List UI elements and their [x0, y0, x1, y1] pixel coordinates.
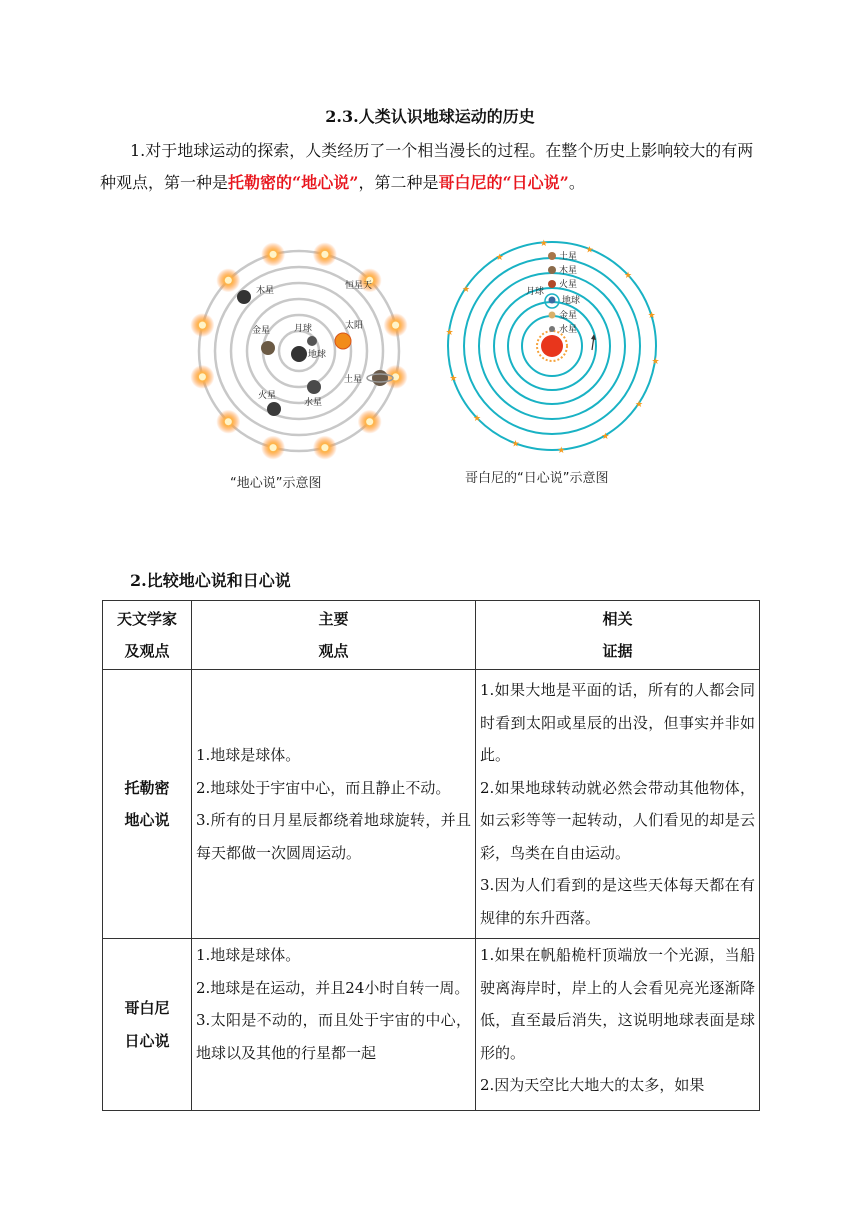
- table-row: [103, 670, 760, 939]
- row-evidence-copernicus: 1.如果在帆船桅杆顶端放一个光源，当船驶离海岸时，岸上的人会看见亮光逐渐降低，直至最后消失，这说明地球表面是球形的。 2.因为天空比大地大的太多，如果: [476, 939, 760, 1111]
- helio-label-mars: 火星: [559, 280, 578, 290]
- geo-label-jupiter: 木星: [256, 286, 275, 296]
- intro-text-1: 1.对于地球运动的探索，人类经历了一个相当漫长的过程。在整个历史上影响较大的有两种观点，第一种是: [100, 141, 754, 192]
- fixed-star-core: [321, 251, 328, 258]
- star-icon: ★: [511, 439, 520, 450]
- fixed-star-core: [199, 373, 206, 380]
- star-icon: ★: [647, 310, 656, 321]
- heliocentric-caption: 哥白尼的“日心说”示意图: [465, 471, 609, 486]
- helio-label-moon: 月球: [526, 287, 545, 297]
- star-icon: ★: [557, 446, 566, 457]
- row-views-copernicus: 1.地球是球体。 2.地球是在运动，并且24小时自转一周。 3.太阳是不动的，而且处于宇宙的中心，地球以及其他的行星都一起: [192, 939, 476, 1111]
- geo-label-moon: 月球: [294, 324, 313, 334]
- fixed-star-core: [392, 322, 399, 329]
- page-title: 2.3.人类认识地球运动的历史: [325, 107, 535, 126]
- fixed-star-core: [225, 418, 232, 425]
- intro-paragraph: [100, 135, 760, 199]
- geo-label-saturn: 土星: [344, 375, 363, 385]
- table-row: [103, 939, 760, 1111]
- section-2-title: 2.比较地心说和日心说: [130, 571, 291, 590]
- geo-label-mars: 火星: [258, 391, 277, 401]
- geo-label-earth: 地球: [308, 350, 327, 360]
- geo-label-stars: 恒星天: [345, 281, 373, 291]
- row-views-ptolemy: 1.地球是球体。 2.地球处于宇宙中心，而且静止不动。 3.所有的日月星辰都绕着地球旋转，并且每天都做一次圆周运动。: [192, 670, 476, 939]
- star-icon: ★: [651, 357, 660, 367]
- star-icon: ★: [585, 245, 594, 256]
- geocentric-caption: “地心说”示意图: [230, 476, 322, 491]
- helio-label-earth: 地球: [562, 296, 581, 306]
- fixed-star-core: [270, 251, 277, 258]
- row-name-ptolemy: 托勒密 地心说: [103, 670, 192, 939]
- fixed-star-core: [321, 444, 328, 451]
- heliocentric-diagram: [444, 238, 670, 460]
- table-header-row: [103, 601, 760, 670]
- star-icon: ★: [462, 284, 471, 295]
- star-icon: ★: [445, 328, 454, 338]
- star-icon: ★: [539, 238, 548, 249]
- geocentric-diagram: [182, 238, 418, 464]
- intro-text-2: ，第二种是: [358, 173, 439, 192]
- geo-label-mercury: 水星: [304, 398, 323, 408]
- geo-label-venus: 金星: [252, 326, 271, 336]
- helio-label-saturn: 土星: [559, 252, 578, 262]
- intro-text-3: 。: [568, 173, 585, 192]
- star-icon: ★: [473, 414, 482, 424]
- geo-label-sun: 太阳: [345, 321, 364, 331]
- helio-label-venus: 金星: [559, 311, 578, 321]
- fixed-star-core: [270, 444, 277, 451]
- fixed-star-core: [199, 322, 206, 329]
- fixed-star-core: [225, 277, 232, 284]
- star-icon: ★: [635, 400, 644, 411]
- fixed-star-core: [366, 418, 373, 425]
- star-icon: ★: [624, 271, 633, 281]
- copernicus-heliocentric-highlight: 哥白尼的“日心说”: [438, 173, 569, 192]
- helio-label-jupiter: 木星: [559, 266, 578, 276]
- star-icon: ★: [449, 374, 458, 385]
- row-evidence-ptolemy: 1.如果大地是平面的话，所有的人都会同时看到太阳或星辰的出没，但事实并非如此。 2.如果地球转动就必然会带动其他物体，如云彩等等一起转动，人们看见的却是云彩，鸟类在自由运动。 3.因为人们看到的是这些天体每天都在有规律的东升西落。: [476, 670, 760, 939]
- row-name-copernicus: 哥白尼 日心说: [103, 939, 192, 1111]
- header-astronomer: 天文学家 及观点: [103, 601, 192, 670]
- header-main-views: 主要 观点: [192, 601, 476, 670]
- helio-label-mercury: 水星: [559, 325, 578, 335]
- star-icon: ★: [601, 432, 610, 442]
- header-evidence: 相关 证据: [476, 601, 760, 670]
- star-icon: ★: [495, 253, 504, 263]
- comparison-table: [102, 600, 760, 1111]
- ptolemy-geocentric-highlight: 托勒密的“地心说”: [228, 173, 359, 192]
